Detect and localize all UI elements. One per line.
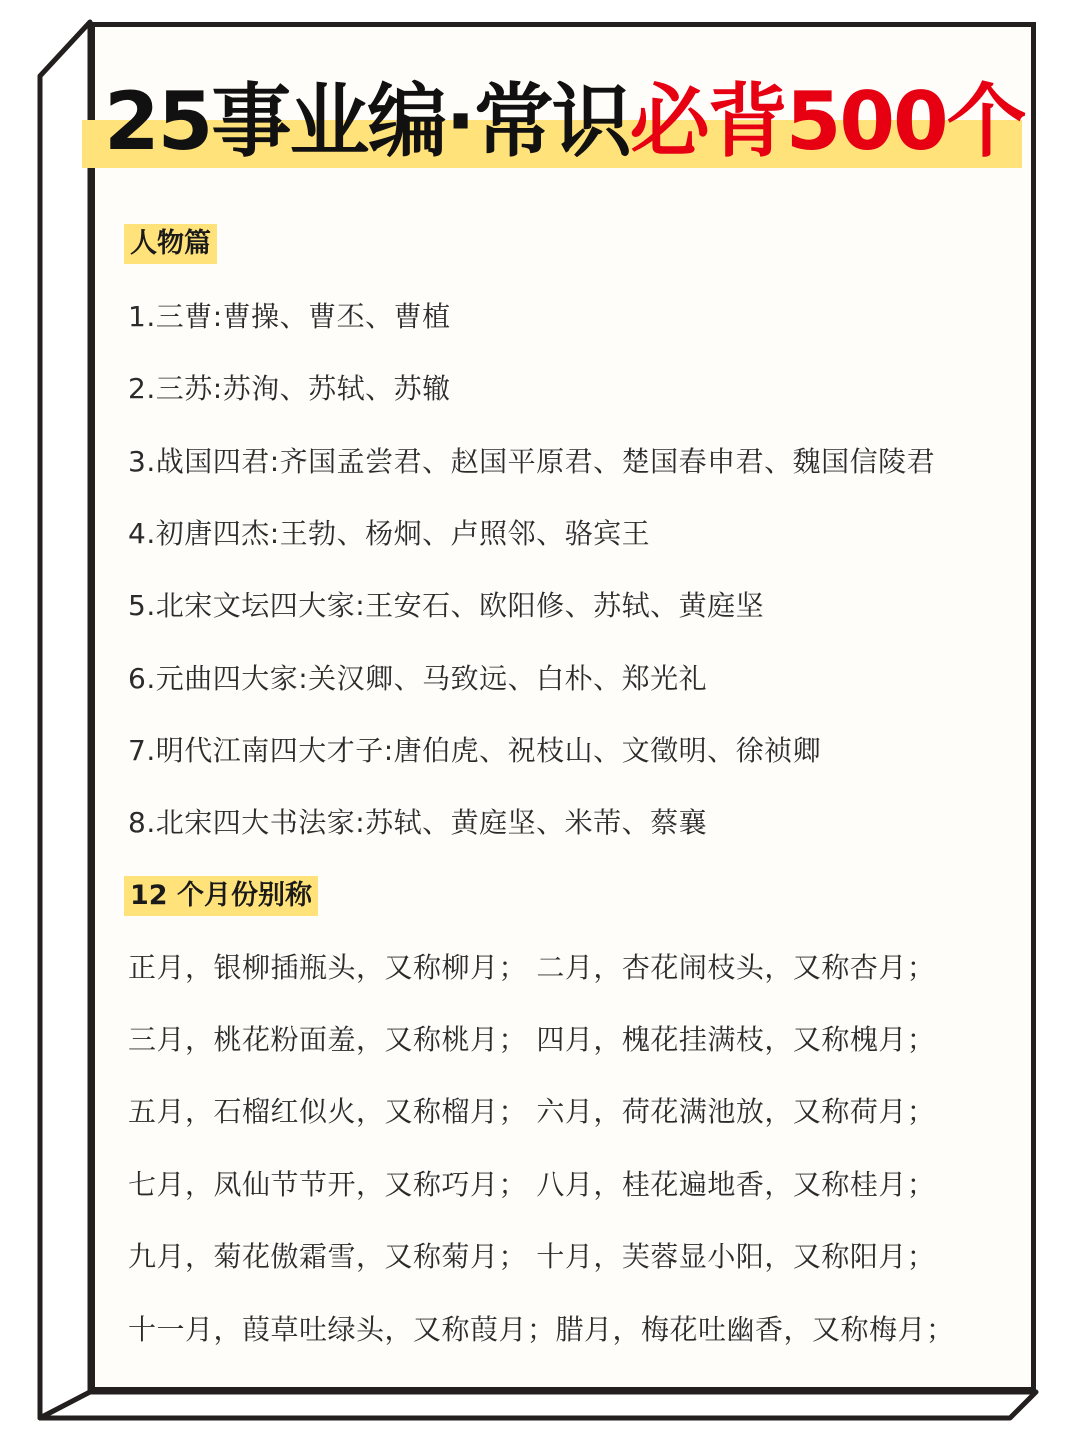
list-item: 九月，菊花傲霜雪，又称菊月； 十月，芙蓉显小阳，又称阳月； [128,1240,936,1273]
list-item: 三月，桃花粉面羞，又称桃月； 四月，槐花挂满枝，又称槐月； [128,1023,936,1056]
list-item: 5.北宋文坛四大家:王安石、欧阳修、苏轼、黄庭坚 [128,589,765,622]
list-item: 2.三苏:苏洵、苏轼、苏辙 [128,372,451,405]
list-item: 五月，石榴红似火，又称榴月； 六月，荷花满池放，又称荷月； [128,1095,936,1128]
list-item: 7.明代江南四大才子:唐伯虎、祝枝山、文徵明、徐祯卿 [128,734,822,767]
list-item: 十一月，葭草吐绿头，又称葭月；腊月，梅花吐幽香，又称梅月； [128,1313,955,1346]
list-item: 正月，银柳插瓶头，又称柳月； 二月，杏花闹枝头，又称杏月； [128,951,936,984]
section-heading-months: 12 个月份别称 [124,876,318,916]
list-item: 4.初唐四杰:王勃、杨炯、卢照邻、骆宾王 [128,517,651,550]
section-heading-people: 人物篇 [124,224,217,264]
list-item: 七月，凤仙节节开，又称巧月； 八月，桂花遍地香，又称桂月； [128,1168,936,1201]
list-item: 6.元曲四大家:关汉卿、马致远、白朴、郑光礼 [128,662,708,695]
page-title [104,72,1025,172]
list-item: 3.战国四君:齐国孟尝君、赵国平原君、楚国春申君、魏国信陵君 [128,445,936,478]
title-main: 25事业编·常识 [104,75,630,168]
title-accent: 必背500个 [629,75,1025,168]
title-block [82,72,1025,172]
list-item: 1.三曹:曹操、曹丕、曹植 [128,300,451,333]
list-item: 8.北宋四大书法家:苏轼、黄庭坚、米芾、蔡襄 [128,806,708,839]
